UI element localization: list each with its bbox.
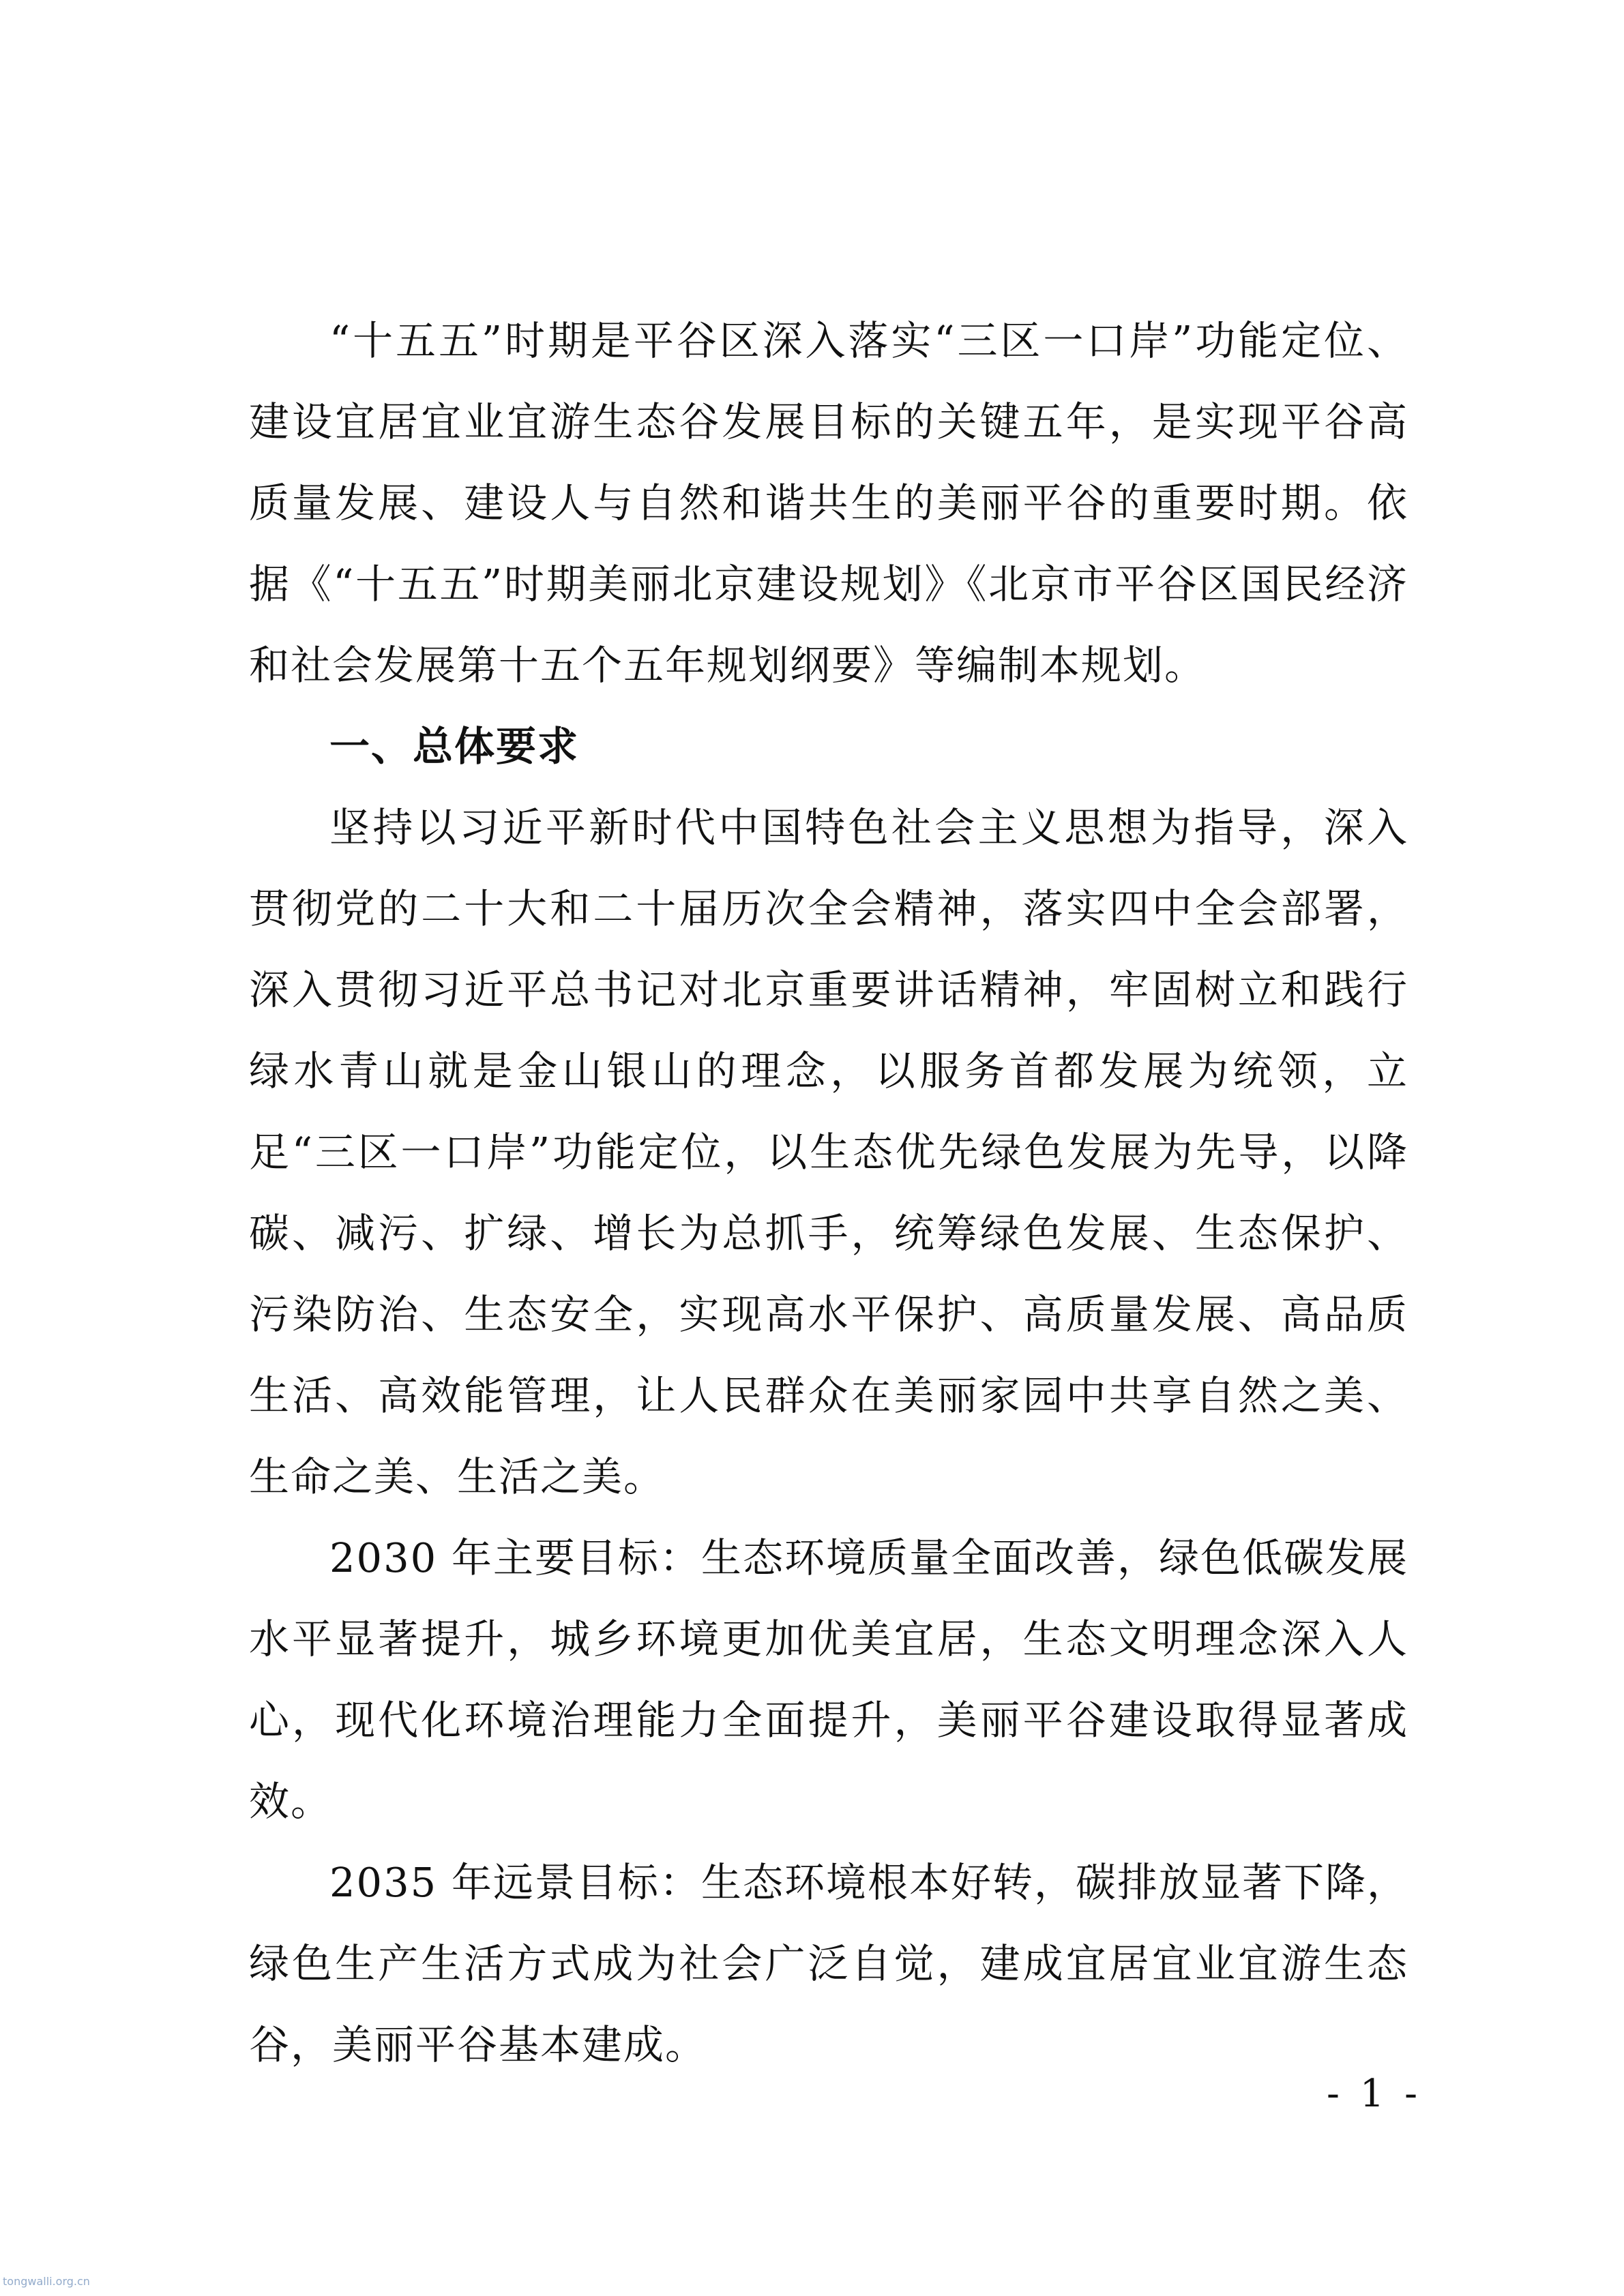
intro-paragraph: “十五五”时期是平谷区深入落实“三区一口岸”功能定位、建设宜居宜业宜游生态谷发展目标的关键五年，是实现平谷高质量发展、建设人与自然和谐共生的美丽平谷的重要时期。依据《“十五五”时期美丽北京建设规划》《北京市平谷区国民经济和社会发展第十五个五年规划纲要》等编制本规划。: [249, 317, 1408, 689]
guiding-paragraph: 坚持以习近平新时代中国特色社会主义思想为指导，深入贯彻党的二十大和二十届历次全会精神，落实四中全会部署，深入贯彻习近平总书记对北京重要讲话精神，牢固树立和践行绿水青山就是金山银山的理念，以服务首都发展为统领，立足“三区一口岸”功能定位，以生态优先绿色发展为先导，以降碳、减污、扩绿、增长为总抓手，统筹绿色发展、生态保护、污染防治、生态安全，实现高水平保护、高质量发展、高品质生活、高效能管理，让人民群众在美丽家园中共享自然之美、生命之美、生活之美。: [249, 804, 1408, 1500]
page-number: - 1 -: [1327, 2072, 1422, 2116]
watermark-text: tongwalli.org.cn: [3, 2275, 90, 2288]
goal-2030-paragraph: 2030 年主要目标：生态环境质量全面改善，绿色低碳发展水平显著提升，城乡环境更加优美宜居，生态文明理念深入人心，现代化环境治理能力全面提升，美丽平谷建设取得显著成效。: [249, 1534, 1408, 1825]
goal-2035-paragraph: 2035 年远景目标：生态环境根本好转，碳排放显著下降，绿色生产生活方式成为社会广泛自觉，建成宜居宜业宜游生态谷，美丽平谷基本建成。: [249, 1859, 1408, 2068]
section-heading: 一、总体要求: [329, 723, 580, 770]
document-body: [249, 300, 1408, 2085]
